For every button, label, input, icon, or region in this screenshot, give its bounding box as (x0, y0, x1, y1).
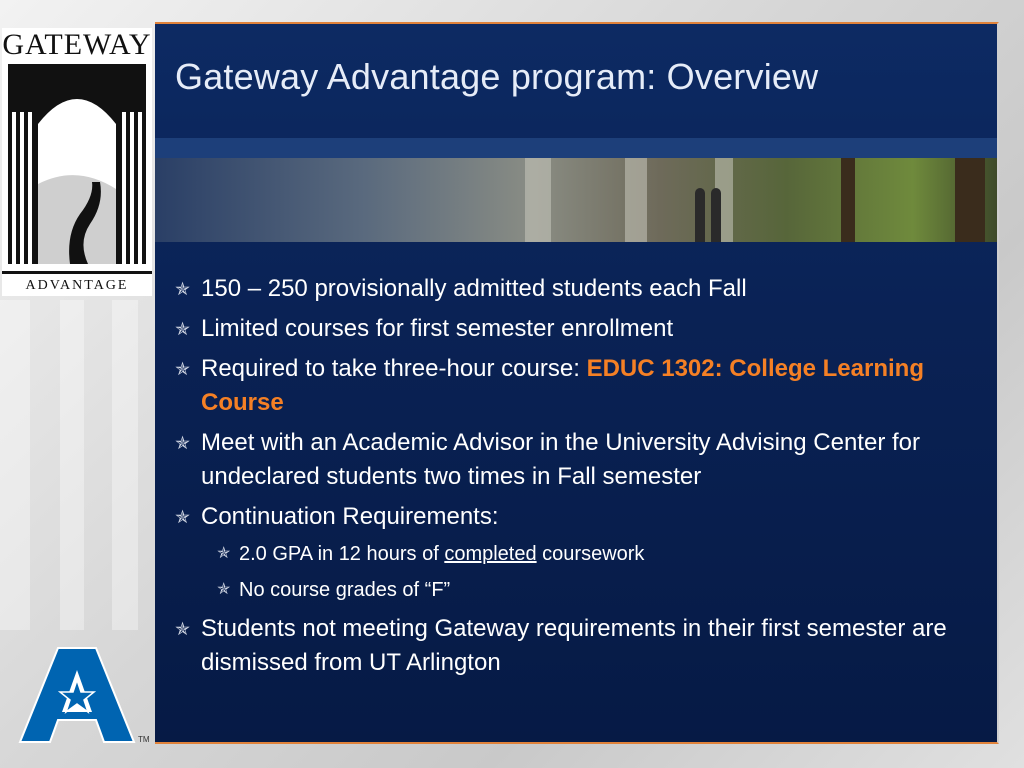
bullet-text: Limited courses for first semester enrollment (201, 315, 674, 342)
bullet-list (175, 272, 965, 686)
ut-arlington-logo-icon (18, 644, 136, 744)
campus-photo-band (155, 138, 997, 242)
sub-bullet-text: 2.0 GPA in 12 hours of (239, 543, 439, 565)
bullet-item (175, 500, 965, 534)
photo-top-strip (155, 138, 997, 158)
slide-title: Gateway Advantage program: Overview (175, 56, 819, 97)
star-bullet-icon: ✯ (175, 279, 191, 299)
bullet-item (175, 612, 965, 680)
star-bullet-icon: ✯ (175, 319, 191, 339)
campus-photo (155, 158, 997, 242)
logo-top-text: GATEWAY (2, 28, 152, 61)
bullet-text: Required to take three-hour course: (201, 355, 580, 382)
background-column (0, 300, 30, 630)
sub-bullet-item (175, 540, 965, 568)
course-highlight: EDUC 1302: College Learning Course (201, 355, 924, 416)
photo-person (695, 188, 705, 242)
background-column (60, 300, 84, 630)
bullet-item (175, 272, 965, 306)
photo-pillar (525, 158, 551, 242)
star-bullet-icon: ✯ (175, 619, 191, 639)
trademark-label: TM (138, 735, 150, 744)
photo-pillar (625, 158, 647, 242)
photo-person (711, 188, 721, 242)
sub-bullet-text: coursework (542, 543, 645, 565)
sub-bullet-text: No course grades of “F” (239, 579, 451, 601)
star-bullet-icon: ✯ (175, 433, 191, 453)
underlined-word: completed (444, 543, 537, 565)
gateway-advantage-logo (2, 28, 152, 296)
photo-tree (841, 158, 855, 242)
gateway-arch-icon (8, 64, 146, 264)
sub-bullet-item (175, 576, 965, 604)
bullet-item (175, 352, 965, 420)
bullet-text: Meet with an Academic Advisor in the University Advising Center for undeclared students two times in Fall semester (201, 429, 920, 490)
photo-tree (955, 158, 985, 242)
background-column (112, 300, 138, 630)
logo-bottom-text: ADVANTAGE (2, 271, 152, 294)
bullet-item (175, 312, 965, 346)
slide-panel (155, 22, 999, 744)
bullet-text: 150 – 250 provisionally admitted students each Fall (201, 275, 747, 302)
star-bullet-icon: ✯ (175, 359, 191, 379)
star-bullet-icon: ✯ (175, 507, 191, 527)
star-bullet-icon: ✯ (217, 581, 231, 598)
star-bullet-icon: ✯ (217, 545, 231, 562)
bullet-text: Continuation Requirements: (201, 503, 499, 530)
bullet-item (175, 426, 965, 494)
bullet-text: Students not meeting Gateway requirements in their first semester are dismissed from UT Arlington (201, 615, 947, 676)
